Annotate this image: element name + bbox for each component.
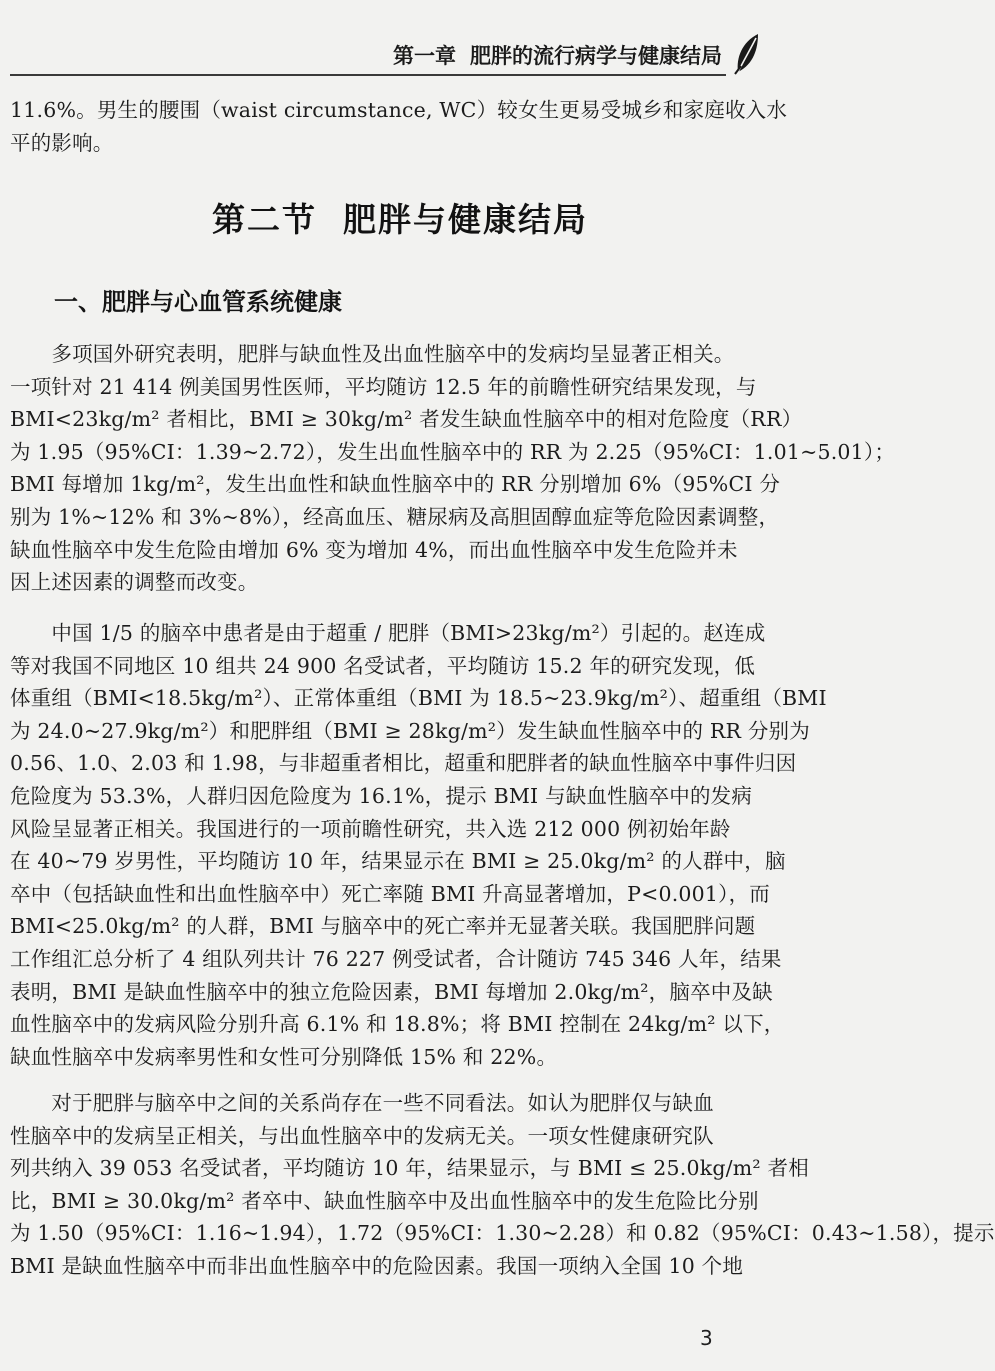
leaf-icon bbox=[732, 32, 762, 76]
text-line: 一项针对 21 414 例美国男性医师，平均随访 12.5 年的前瞻性研究结果发现，与 bbox=[10, 374, 757, 399]
running-header-title bbox=[393, 40, 722, 70]
intro-paragraph bbox=[10, 94, 788, 159]
header-rule bbox=[10, 74, 726, 76]
text-line: 平的影响。 bbox=[10, 130, 114, 155]
text-line: 性脑卒中的发病呈正相关，与出血性脑卒中的发病无关。一项女性健康研究队 bbox=[10, 1123, 714, 1148]
text-line: 危险度为 53.3%，人群归因危险度为 16.1%，提示 BMI 与缺血性脑卒中的发病 bbox=[10, 783, 753, 808]
text-line: 工作组汇总分析了 4 组队列共计 76 227 例受试者，合计随访 745 346 人年，结果 bbox=[10, 946, 782, 971]
text-line: 中国 1/5 的脑卒中患者是由于超重 / 肥胖（BMI>23kg/m²）引起的。赵连成 bbox=[10, 621, 766, 645]
text-line: 11.6%。男生的腰围（waist circumstance, WC）较女生更易受城乡和家庭收入水 bbox=[10, 98, 788, 122]
text-line: 表明，BMI 是缺血性脑卒中的独立危险因素，BMI 每增加 2.0kg/m²，脑卒中及缺 bbox=[10, 979, 773, 1004]
text-line: 卒中（包括缺血性和出血性脑卒中）死亡率随 BMI 升高显著增加，P<0.001），而 bbox=[10, 881, 770, 906]
text-line: 多项国外研究表明，肥胖与缺血性及出血性脑卒中的发病均呈显著正相关。 bbox=[10, 342, 735, 366]
text-line: 缺血性脑卒中发病率男性和女性可分别降低 15% 和 22%。 bbox=[10, 1044, 558, 1069]
chapter-label: 第一章 bbox=[393, 44, 456, 68]
text-line: 为 24.0~27.9kg/m²）和肥胖组（BMI ≥ 28kg/m²）发生缺血性脑卒中的 RR 分别为 bbox=[10, 718, 810, 743]
section-number: 第二节 bbox=[212, 200, 317, 239]
text-line: 0.56、1.0、2.03 和 1.98，与非超重者相比，超重和肥胖者的缺血性脑卒中事件归因 bbox=[10, 751, 797, 776]
running-header bbox=[0, 26, 800, 82]
section-title: 肥胖与健康结局 bbox=[343, 200, 588, 239]
text-line: 为 1.95（95%CI：1.39~2.72），发生出血性脑卒中的 RR 为 2.25（95%CI：1.01~5.01）； bbox=[10, 439, 896, 464]
text-line: 血性脑卒中的发病风险分别升高 6.1% 和 18.8%；将 BMI 控制在 24kg/m² 以下， bbox=[10, 1012, 785, 1037]
body-paragraph-2 bbox=[10, 617, 827, 1073]
text-line: 比，BMI ≥ 30.0kg/m² 者卒中、缺血性脑卒中及出血性脑卒中的发生危险比分别 bbox=[10, 1188, 759, 1213]
body-paragraph-1 bbox=[10, 338, 896, 599]
text-line: 在 40~79 岁男性，平均随访 10 年，结果显示在 BMI ≥ 25.0kg/m² 的人群中，脑 bbox=[10, 849, 786, 874]
chapter-title: 肥胖的流行病学与健康结局 bbox=[470, 44, 722, 68]
text-line: 体重组（BMI<18.5kg/m²）、正常体重组（BMI 为 18.5~23.9kg/m²）、超重组（BMI bbox=[10, 686, 827, 711]
section-heading bbox=[0, 194, 800, 241]
text-line: 列共纳入 39 053 名受试者，平均随访 10 年，结果显示，与 BMI ≤ 25.0kg/m² 者相 bbox=[10, 1156, 809, 1181]
text-line: BMI<25.0kg/m² 的人群，BMI 与脑卒中的死亡率并无显著关联。我国肥胖问题 bbox=[10, 914, 756, 939]
subsection-heading: 一、肥胖与心血管系统健康 bbox=[54, 288, 342, 316]
text-line: 等对我国不同地区 10 组共 24 900 名受试者，平均随访 15.2 年的研究发现，低 bbox=[10, 653, 756, 678]
text-line: 因上述因素的调整而改变。 bbox=[10, 570, 259, 595]
text-line: BMI<23kg/m² 者相比，BMI ≥ 30kg/m² 者发生缺血性脑卒中的相对危险度（RR） bbox=[10, 407, 803, 432]
text-line: BMI 每增加 1kg/m²，发生出血性和缺血性脑卒中的 RR 分别增加 6%（95%CI 分 bbox=[10, 472, 781, 497]
text-line: 对于肥胖与脑卒中之间的关系尚存在一些不同看法。如认为肥胖仅与缺血 bbox=[10, 1091, 714, 1115]
text-line: 缺血性脑卒中发生危险由增加 6% 变为增加 4%，而出血性脑卒中发生危险并未 bbox=[10, 537, 738, 562]
text-line: 别为 1%~12% 和 3%~8%），经高血压、糖尿病及高胆固醇血症等危险因素调整， bbox=[10, 504, 780, 529]
page-number: 3 bbox=[700, 1326, 713, 1350]
text-line: 为 1.50（95%CI：1.16~1.94），1.72（95%CI：1.30~2.28）和 0.82（95%CI：0.43~1.58），提示 bbox=[10, 1221, 995, 1246]
body-paragraph-3 bbox=[10, 1087, 995, 1283]
text-line: 风险呈显著正相关。我国进行的一项前瞻性研究，共入选 212 000 例初始年龄 bbox=[10, 816, 731, 841]
text-line: BMI 是缺血性脑卒中而非出血性脑卒中的危险因素。我国一项纳入全国 10 个地 bbox=[10, 1253, 744, 1278]
